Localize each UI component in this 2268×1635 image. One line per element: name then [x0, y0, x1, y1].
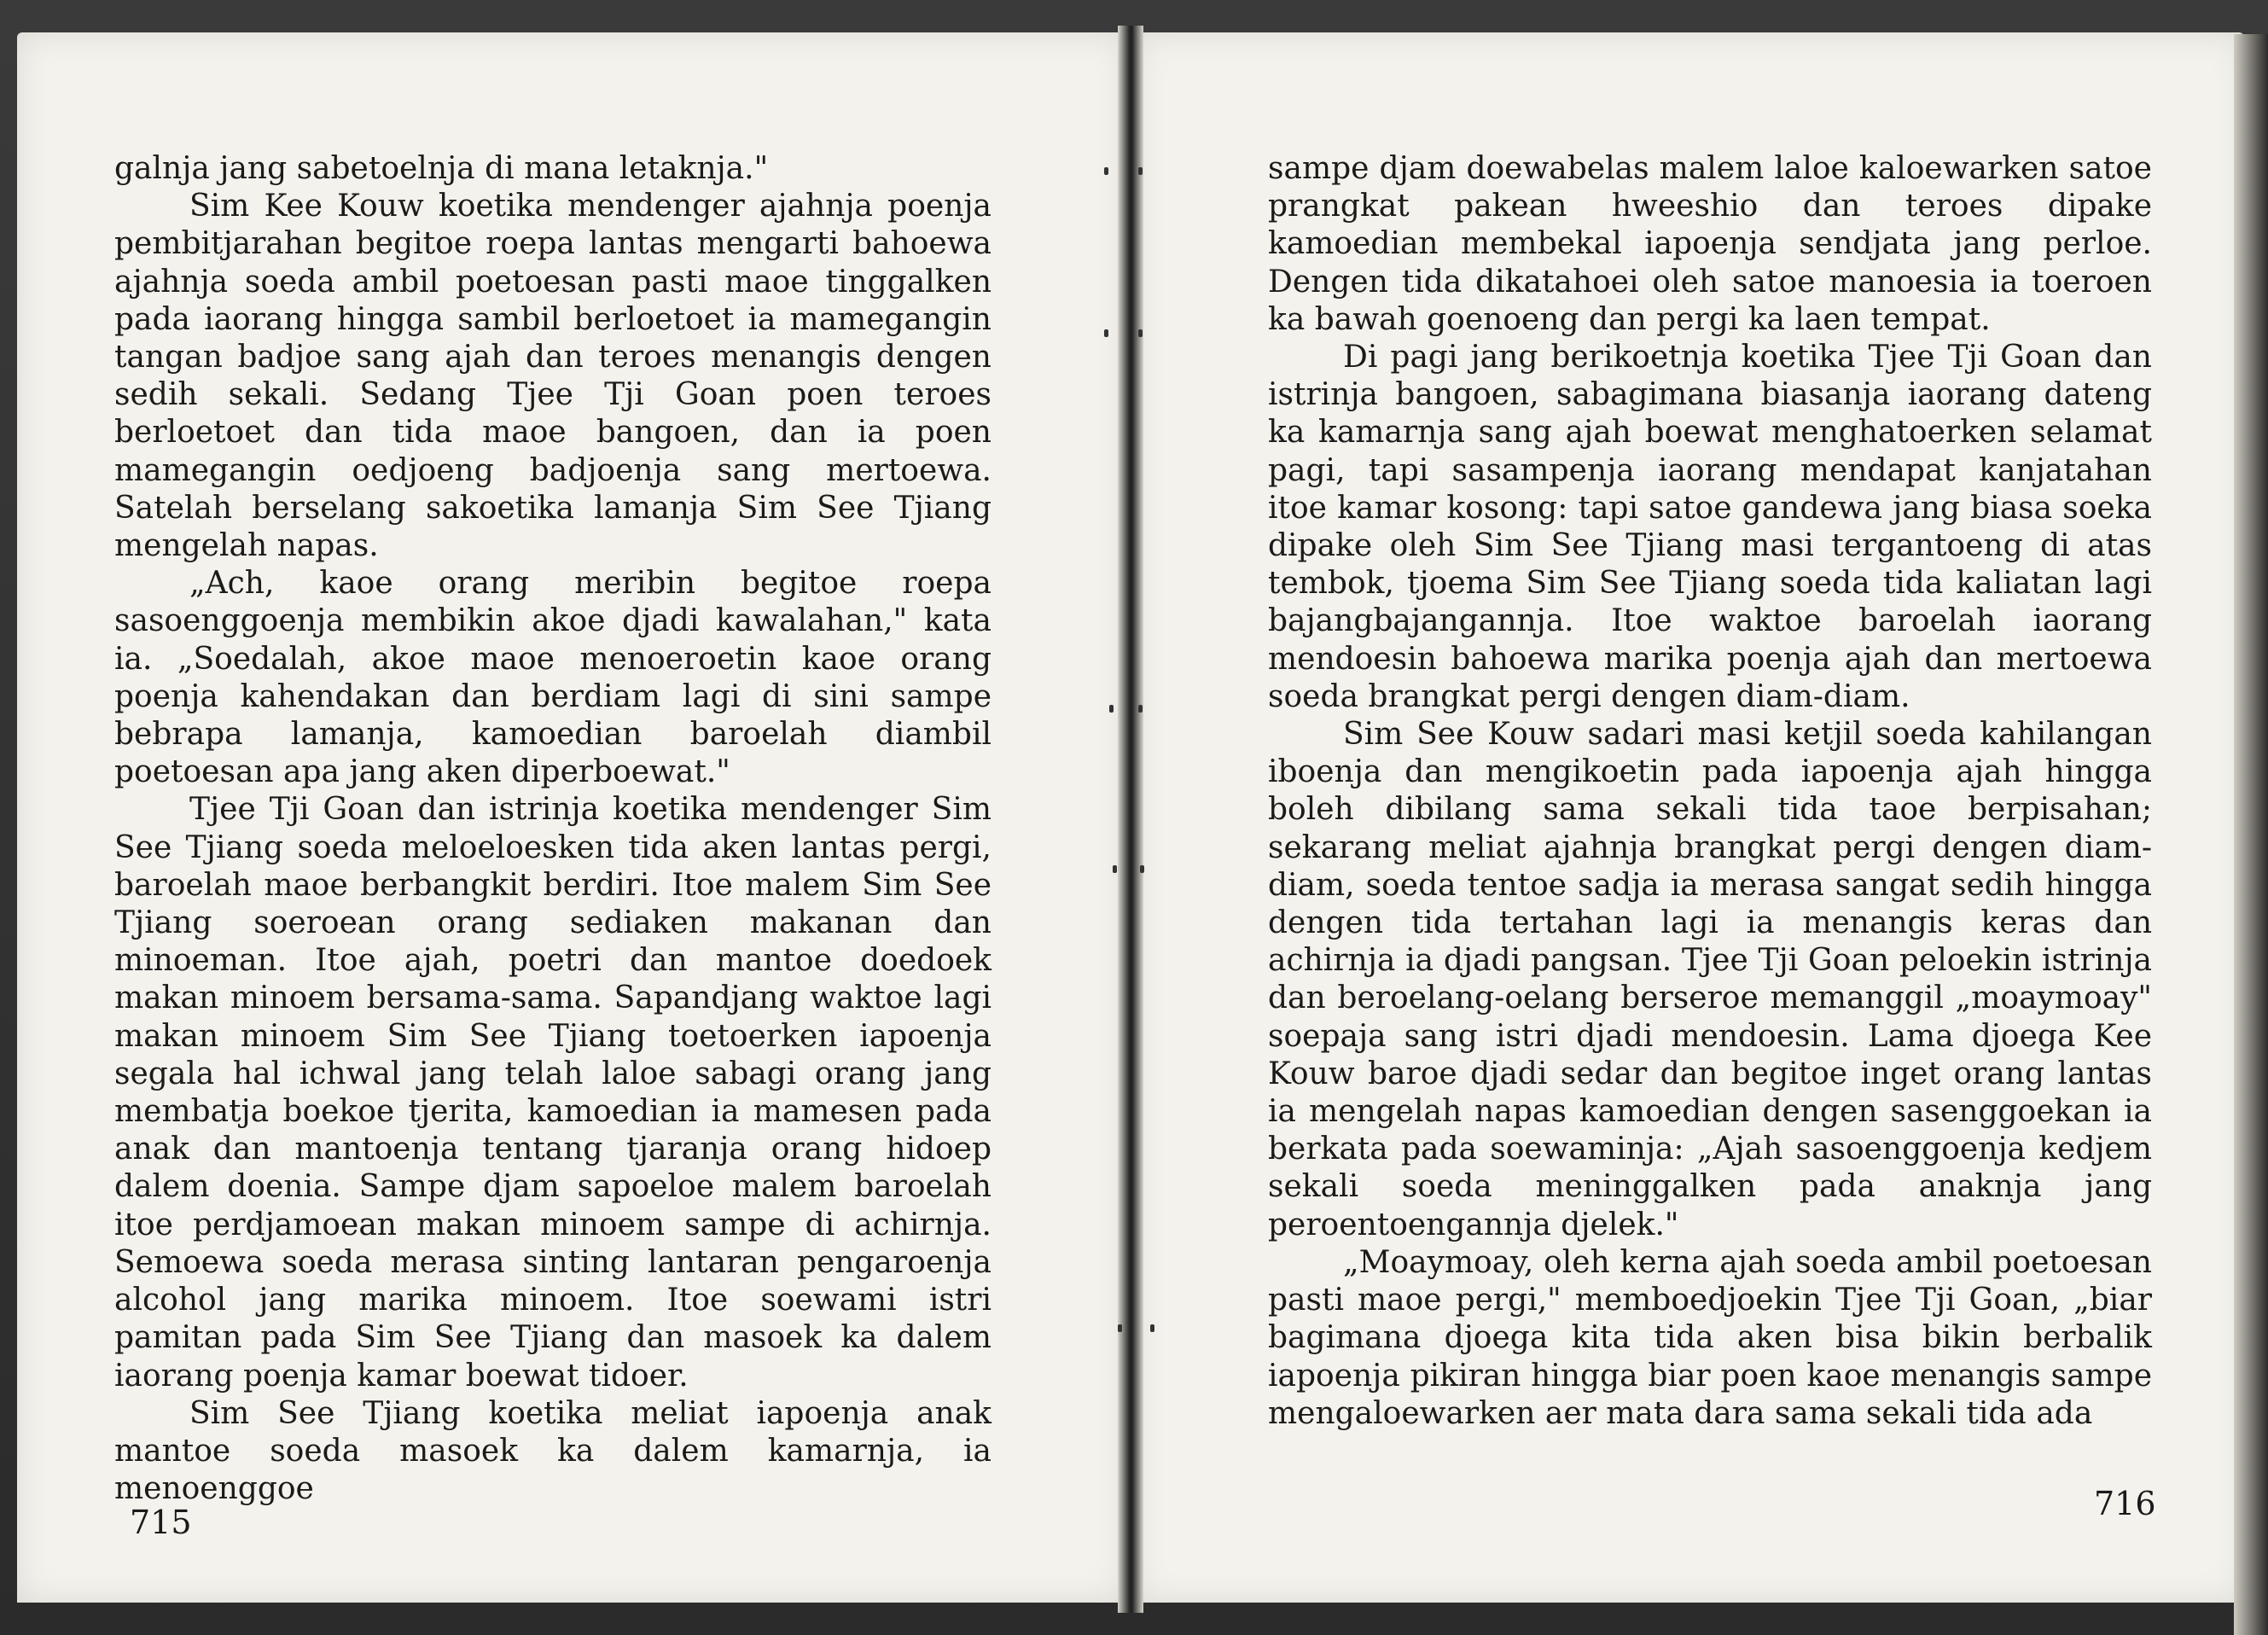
- paragraph: Tjee Tji Goan dan istrinja koetika mendenger Sim See Tjiang soeda meloeloesken tida aken lantas pergi, baroelah maoe berbangkit berdiri. Itoe malem Sim See Tjiang soeroean orang sediaken makanan dan minoeman. Itoe ajah, poetri dan mantoe doedoek makan minoem bersama-sama. Sapandjang waktoe lagi makan minoem Sim See Tjiang toetoerken iapoenja segala hal ichwal jang telah laloe sabagi orang jang membatja boekoe tjerita, kamoedian ia mamesen pada anak dan mantoenja tentang tjaranja orang hidoep dalem doenia. Sampe djam sapoeloe malem baroelah itoe perdjamoean makan minoem sampe di achirnja. Semoewa soeda merasa sinting lantaran pengaroenja alcohol jang marika minoem. Itoe soewami istri pamitan pada Sim See Tjiang dan masoek ka dalem iaorang poenja kamar boewat tidoer.: [114, 792, 992, 1394]
- page-number-right: 716: [2094, 1485, 2156, 1522]
- right-page-text: [1268, 150, 2152, 1433]
- scan-fleck: [1104, 329, 1108, 337]
- book-gutter: [1118, 26, 1143, 1613]
- scan-fleck: [1104, 167, 1108, 175]
- scan-fleck: [1150, 1324, 1154, 1332]
- page-number-left: 715: [130, 1504, 192, 1541]
- left-page-text: [114, 150, 992, 1508]
- paragraph: sampe djam doewabelas malem laloe kaloewarken satoe prangkat pakean hweeshio dan teroes dipake kamoedian membekal iapoenja sendjata jang perloe. Dengen tida dikatahoei oleh satoe manoesia ia toeroen ka bawah goenoeng dan pergi ka laen tempat.: [1268, 151, 2152, 337]
- scan-fleck: [1138, 329, 1143, 337]
- page-edge: [2234, 34, 2268, 1635]
- paragraph: galnja jang sabetoelnja di mana letaknja.": [114, 151, 769, 186]
- scan-fleck: [1118, 1324, 1122, 1332]
- paragraph: Sim See Kouw sadari masi ketjil soeda kahilangan iboenja dan mengikoetin pada iapoenja ajah hingga boleh dibilang sama sekali tida taoe berpisahan; sekarang meliat ajahnja brangkat pergi dengen diam-diam, soeda tentoe sadja ia merasa sangat sedih hingga dengen tida tertahan lagi ia menangis keras dan achirnja ia djadi pangsan. Tjee Tji Goan peloekin istrinja dan beroelang-oelang berseroe memanggil „moaymoay" soepaja sang istri djadi mendoesin. Lama djoega Kee Kouw baroe djadi sedar dan begitoe inget orang lantas ia mengelah napas kamoedian dengen sasenggoekan ia berkata pada soewaminja: „Ajah sasoenggoenja kedjem sekali soeda meninggalken pada anaknja jang peroentoengannja djelek.": [1268, 717, 2152, 1242]
- scan-fleck: [1113, 865, 1117, 873]
- scan-fleck: [1109, 705, 1114, 713]
- paragraph: Di pagi jang berikoetnja koetika Tjee Tji Goan dan istrinja bangoen, sabagimana biasanja iaorang dateng ka kamarnja sang ajah boewat menghatoerken selamat pagi, tapi sasampenja iaorang mendapat kanjatahan itoe kamar kosong: tapi satoe gandewa jang biasa soeka dipake oleh Sim See Tjiang masi tergantoeng di atas tembok, tjoema Sim See Tjiang soeda tida kaliatan lagi bajangbajangannja. Itoe waktoe baroelah iaorang mendoesin bahoewa marika poenja ajah dan mertoewa soeda brangkat pergi dengen diam-diam.: [1268, 340, 2152, 714]
- scan-fleck: [1140, 865, 1144, 873]
- paragraph: Sim See Tjiang koetika meliat iapoenja anak mantoe soeda masoek ka dalem kamarnja, ia menoenggoe: [114, 1395, 992, 1507]
- scan-fleck: [1138, 167, 1143, 175]
- paragraph: „Moaymoay, oleh kerna ajah soeda ambil poetoesan pasti maoe pergi," memboedjoekin Tjee Tji Goan, „biar bagimana djoega kita tida aken bisa bikin berbalik iapoenja pikiran hingga biar poen kaoe menangis sampe mengaloewarken aer mata dara sama sekali tida ada: [1268, 1244, 2152, 1431]
- paragraph: „Ach, kaoe orang meribin begitoe roepa sasoenggoenja membikin akoe djadi kawalahan," kata ia. „Soedalah, akoe maoe menoeroetin kaoe orang poenja kahendakan dan berdiam lagi di sini sampe bebrapa lamanja, kamoedian baroelah diambil poetoesan apa jang aken diperboewat.": [114, 566, 992, 790]
- scan-fleck: [1138, 705, 1143, 713]
- paragraph: Sim Kee Kouw koetika mendenger ajahnja poenja pembitjarahan begitoe roepa lantas mengarti bahoewa ajahnja soeda ambil poetoesan pasti maoe tinggalken pada iaorang hingga sambil berloetoet ia mamegangin tangan badjoe sang ajah dan teroes menangis dengen sedih sekali. Sedang Tjee Tji Goan poen teroes berloetoet dan tida maoe bangoen, dan ia poen mamegangin oedjoeng badjoenja sang mertoewa. Satelah berselang sakoetika lamanja Sim See Tjiang mengelah napas.: [114, 189, 992, 564]
